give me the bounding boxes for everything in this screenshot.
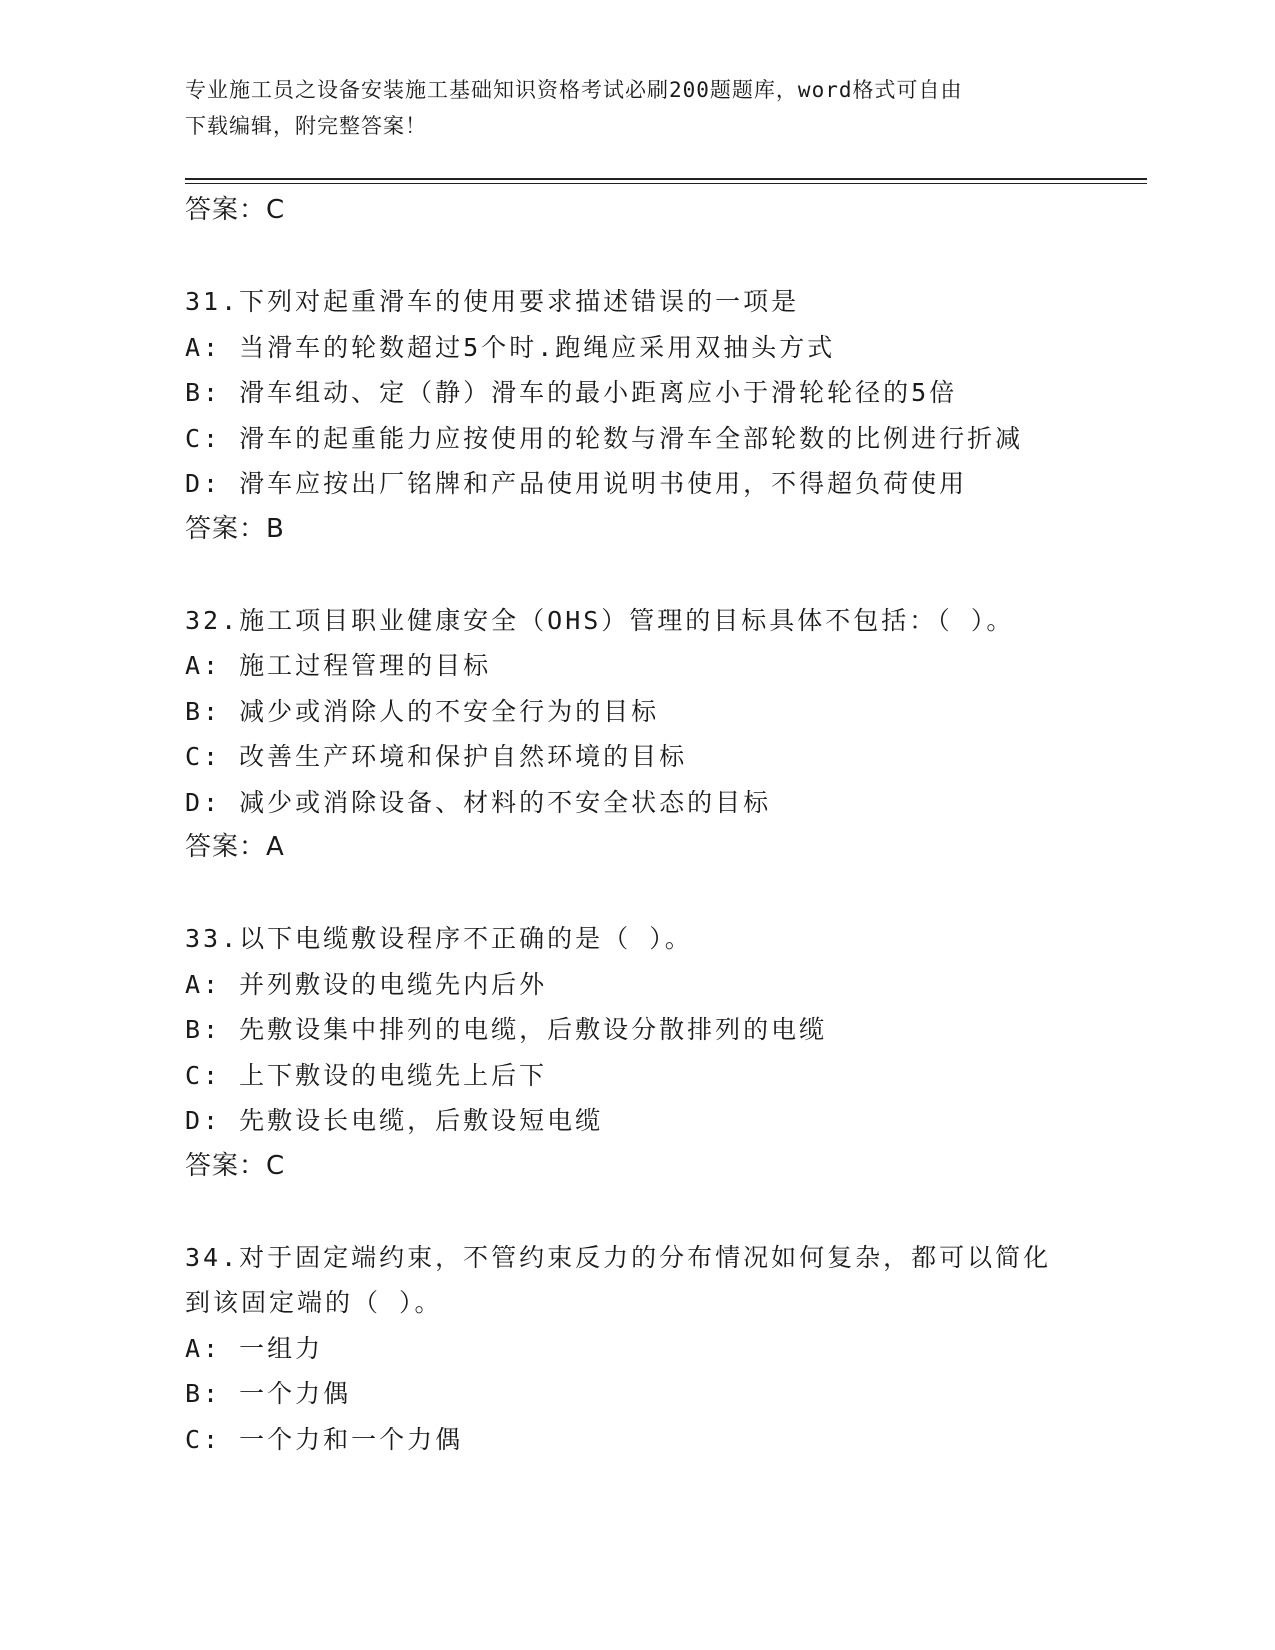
question-text: 31.下列对起重滑车的使用要求描述错误的一项是 xyxy=(185,287,800,316)
question-text-line-2: 到该固定端的（ ）。 xyxy=(185,1288,443,1317)
header-line-2: 下载编辑，附完整答案！ xyxy=(185,114,427,138)
option-d: D: 减少或消除设备、材料的不安全状态的目标 xyxy=(185,787,772,817)
previous-answer: 答案：C xyxy=(185,195,286,225)
option-c: C: 滑车的起重能力应按使用的轮数与滑车全部轮数的比例进行折减 xyxy=(185,423,1024,453)
option-b: B: 减少或消除人的不安全行为的目标 xyxy=(185,696,660,726)
spacer xyxy=(185,1189,1145,1235)
question-text-line-1: 34.对于固定端约束，不管约束反力的分布情况如何复杂，都可以简化 xyxy=(185,1242,1052,1272)
spacer xyxy=(185,234,1145,280)
answer: 答案：C xyxy=(185,1150,286,1181)
option-a: A: 当滑车的轮数超过5个时.跑绳应采用双抽头方式 xyxy=(185,332,836,362)
header-divider-thick xyxy=(185,178,1147,180)
option-b: B: 先敷设集中排列的电缆，后敷设分散排列的电缆 xyxy=(185,1015,828,1044)
question-31 xyxy=(185,279,1145,552)
question-33 xyxy=(185,916,1145,1189)
answer: 答案：B xyxy=(185,513,285,544)
option-d: D: 先敷设长电缆，后敷设短电缆 xyxy=(185,1106,604,1135)
question-32 xyxy=(185,598,1145,871)
option-c: C: 改善生产环境和保护自然环境的目标 xyxy=(185,742,688,771)
option-a: A: 施工过程管理的目标 xyxy=(185,651,492,680)
option-d: D: 滑车应按出厂铭牌和产品使用说明书使用，不得超负荷使用 xyxy=(185,469,968,498)
option-b: B: 一个力偶 xyxy=(185,1379,352,1408)
header-divider-thin xyxy=(185,183,1147,184)
option-a: A: 一组力 xyxy=(185,1333,324,1363)
spacer xyxy=(185,871,1145,917)
spacer xyxy=(185,552,1145,598)
header-line-1: 专业施工员之设备安装施工基础知识资格考试必刷200题题库，word格式可自由 xyxy=(185,78,963,102)
option-a: A: 并列敷设的电缆先内后外 xyxy=(185,969,548,999)
option-b: B: 滑车组动、定（静）滑车的最小距离应小于滑轮轮径的5倍 xyxy=(185,378,958,407)
answer: 答案：A xyxy=(185,832,285,862)
option-c: C: 一个力和一个力偶 xyxy=(185,1424,464,1454)
option-c: C: 上下敷设的电缆先上后下 xyxy=(185,1060,548,1090)
question-text: 32.施工项目职业健康安全（OHS）管理的目标具体不包括：（ ）。 xyxy=(185,605,1015,635)
document-body xyxy=(185,188,1145,1462)
question-text: 33.以下电缆敷设程序不正确的是（ ）。 xyxy=(185,924,693,953)
question-34 xyxy=(185,1235,1145,1463)
document-header xyxy=(185,72,1085,144)
